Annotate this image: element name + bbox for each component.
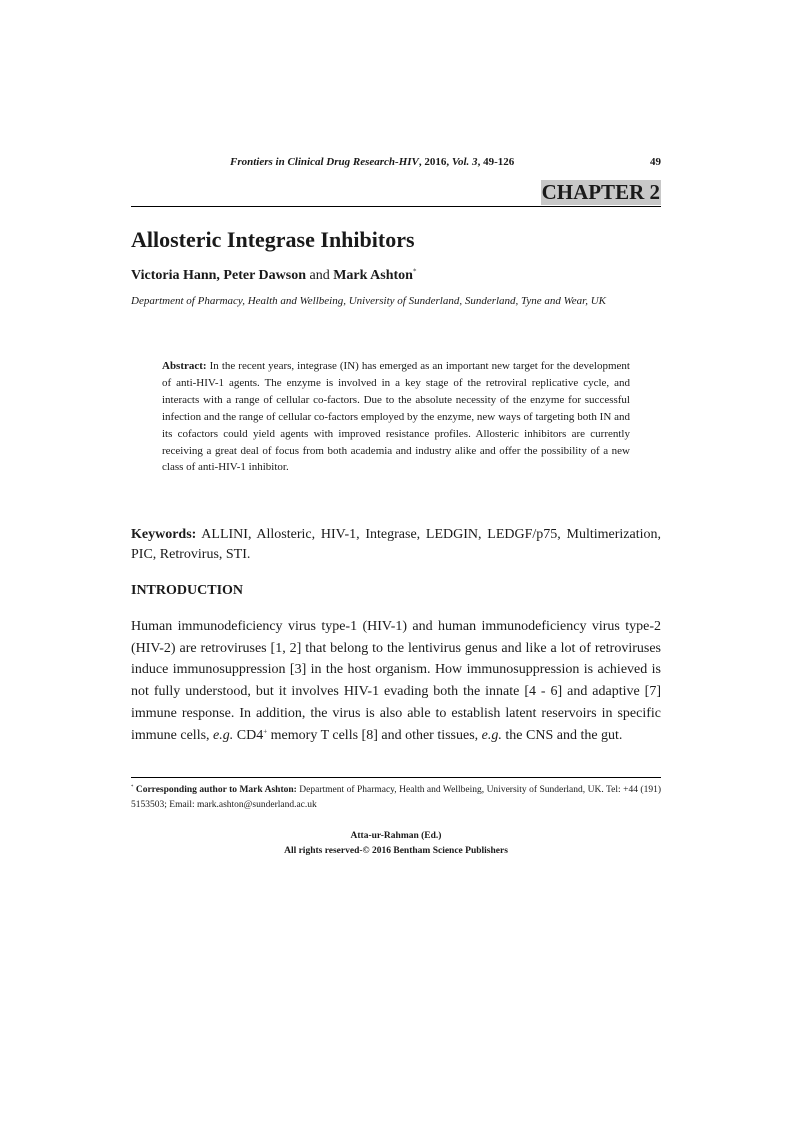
intro-paragraph [131,616,661,746]
imprint [131,829,661,859]
section-heading: INTRODUCTION [131,583,244,598]
intro-text-2: CD4 [233,727,264,743]
keywords [131,525,661,565]
intro-superscript: + [263,726,268,735]
article-title: Allosteric Integrase Inhibitors [131,227,415,252]
journal-year: , 2016, [418,156,452,168]
keywords-label: Keywords: [131,527,197,542]
intro-text-1: Human immunodeficiency virus type-1 (HIV-1) and human immunodeficiency virus type-2 (HIV-2) are retroviruses [1, 2] that belong to the lentivirus genus and like a lot of retroviruses induce immunosuppression [3] in the host organism. How immunosuppression is achieved is not fully understood, but it involves HIV-1 evading both the innate [4 - 6] and adaptive [7] immune response. In addition, the virus is also able to establish latent reservoirs in specific immune cells, [131,619,661,743]
author-names-2: Mark Ashton [333,268,413,283]
footnote-mark: * [131,784,134,790]
author-asterisk: * [412,267,417,276]
author-list [131,267,416,285]
abstract [162,358,630,476]
header-rule [131,206,661,207]
journal-pages: , 49-126 [477,156,515,168]
abstract-text: In the recent years, integrase (IN) has emerged as an important new target for the development of anti-HIV-1 agents. The enzyme is involved in a key stage of the retroviral replicative cycle, and interacts with a range of cellular co-factors. Due to the absolute necessity of the enzyme for successful infection and the range of cellular co-factors employed by the enzyme, new ways of targeting both IN and its cofactors could yield agents with improved resistance profiles. Allosteric inhibitors are currently receiving a great deal of focus from both academia and industry alike and offer the possibility of a new class of anti-HIV-1 inhibitor. [162,360,630,474]
intro-eg-1: e.g. [213,727,234,743]
footnote [131,783,661,813]
abstract-label: Abstract: [162,360,207,372]
imprint-rights: All rights reserved-© 2016 Bentham Science Publishers [284,846,508,856]
intro-text-4: the CNS and the gut. [501,727,623,743]
journal-name: Frontiers in Clinical Drug Research-HIV [230,156,419,168]
footnote-label: Corresponding author to Mark Ashton: [133,785,297,795]
chapter-label: CHAPTER 2 [541,180,660,204]
journal-volume: Vol. 3 [451,156,478,168]
intro-text-3: memory T cells [8] and other tissues, [267,727,482,743]
imprint-editor: Atta-ur-Rahman (Ed.) [350,831,442,841]
author-and: and [305,268,334,283]
journal-citation [230,156,514,168]
intro-eg-2: e.g. [481,727,502,743]
keywords-text: ALLINI, Allosteric, HIV-1, Integrase, LEDGIN, LEDGF/p75, Multimerization, PIC, Retrovirus, STI. [131,527,661,562]
affiliation: Department of Pharmacy, Health and Wellbeing, University of Sunderland, Sunderland, Tyne and Wear, UK [131,295,606,307]
author-names-1: Victoria Hann, Peter Dawson [131,268,306,283]
page-number: 49 [650,156,661,168]
footnote-text: Department of Pharmacy, Health and Wellbeing, University of Sunderland, UK. Tel: +44 (191) 5153503; Email: mark.ashton@sunderland.ac.uk [131,785,661,810]
footnote-rule [131,777,661,778]
